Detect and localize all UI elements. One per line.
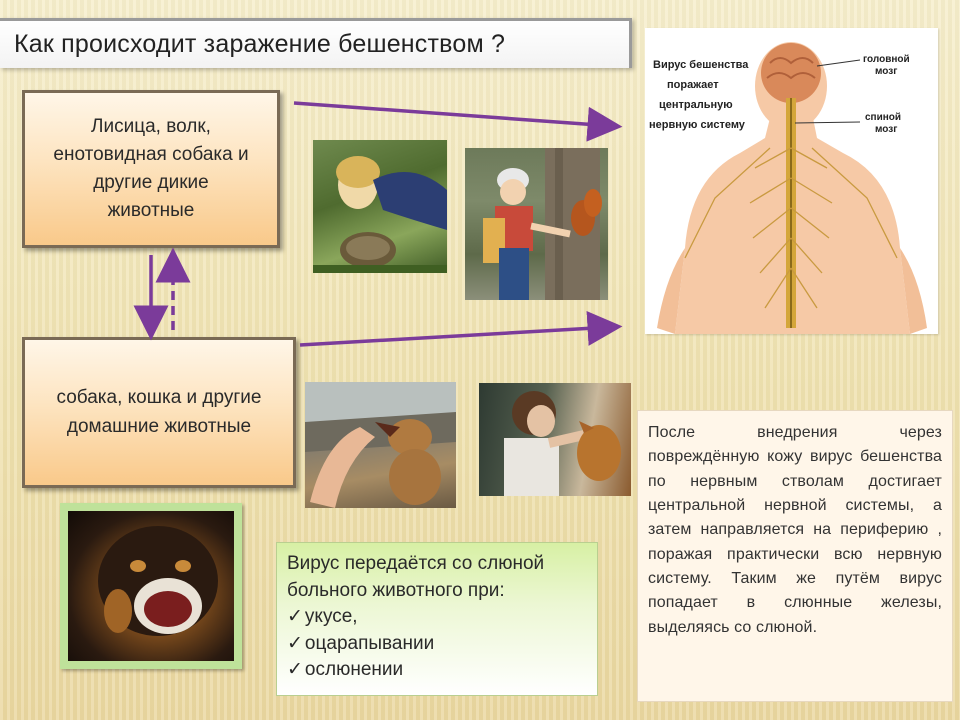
wild-line: другие дикие [93, 172, 209, 193]
arrow-domestic-to-human [300, 327, 612, 345]
explanation-text: После внедрения через повреждённую кожу вирус бешенства по нервным стволам достигает центральной нервной системы, а затем направляется на периферию , поражая практически всю нервную систему. Таким же путём вирус попадает в слюнные железы, выделяясь со слюной. [648, 424, 942, 636]
dog-barking-at-hand-photo [305, 382, 456, 508]
wild-animals-text [53, 113, 248, 225]
anatomy-caption-line: поражает [667, 79, 719, 91]
virus-intro: Вирус передаётся со слюной [287, 553, 545, 574]
wild-animals-box [22, 90, 280, 248]
boy-with-hedgehog-photo [313, 140, 447, 273]
page-title: Как происходит заражение бешенством ? [14, 30, 506, 58]
spinal-label: спиной [865, 112, 902, 123]
domestic-line: домашние животные [66, 415, 252, 437]
wild-line: Лисица, волк, [91, 115, 211, 137]
saliva-item [287, 657, 587, 684]
nervous-system-illustration [645, 28, 938, 334]
domestic-line: собака, кошка и другие [56, 387, 262, 409]
scratch-item-text: оцарапывании [304, 632, 435, 654]
rottweiler-photo-frame [60, 503, 242, 669]
spinal-label: мозг [875, 124, 898, 135]
saliva-item-text: ослюнении [304, 659, 404, 681]
virus-intro: больного животного при: [287, 579, 505, 601]
bite-item-text: укусе, [304, 606, 358, 628]
brain-label: мозг [875, 66, 898, 77]
woman-and-dog-photo [479, 383, 631, 496]
wild-line: животные [107, 200, 195, 222]
wild-line: енотовидная собака и [53, 143, 249, 165]
arrow-wild-to-human [294, 103, 612, 126]
bite-item [287, 604, 587, 631]
explanation-box [637, 410, 953, 702]
scratch-item [287, 631, 587, 658]
boy-with-squirrel-photo [465, 148, 608, 300]
virus-transmission-box [276, 542, 598, 696]
brain-label: головной [863, 54, 910, 65]
anatomy-caption-line: центральную [659, 99, 733, 111]
angry-rottweiler-photo [68, 511, 234, 661]
domestic-animals-box [22, 337, 296, 488]
anatomy-caption-line: нервную систему [649, 119, 745, 131]
domestic-animals-text [56, 384, 261, 440]
anatomy-caption-line: Вирус бешенства [653, 59, 749, 71]
